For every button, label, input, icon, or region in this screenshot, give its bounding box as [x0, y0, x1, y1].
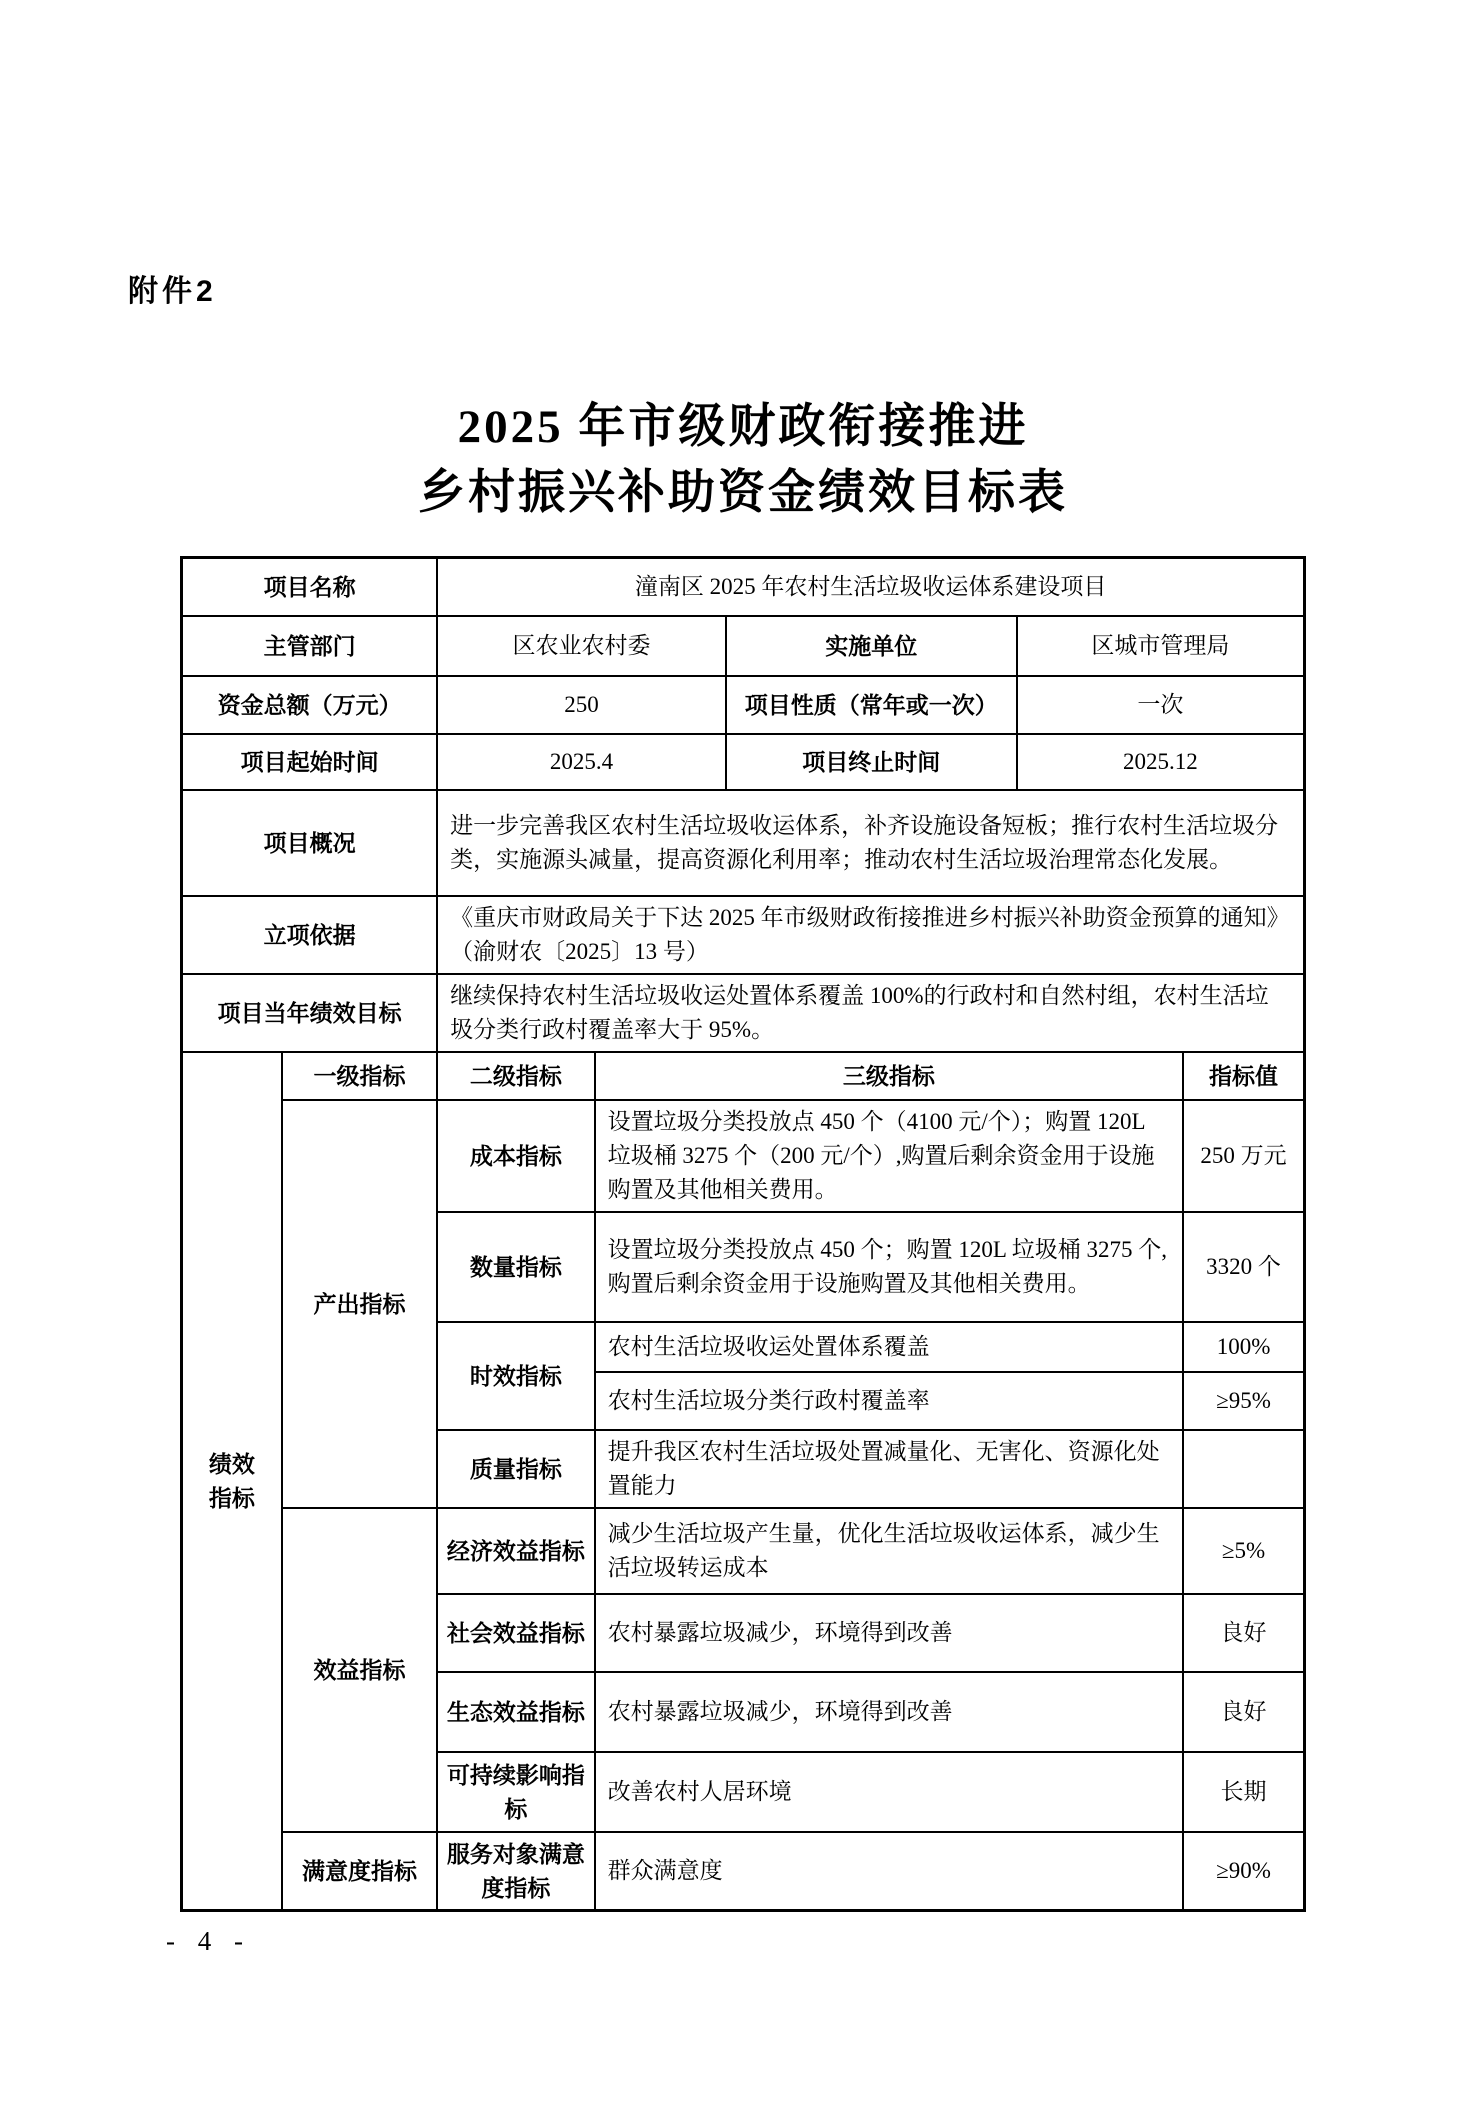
level2-cell: 时效指标 [437, 1322, 594, 1430]
row-basis [182, 896, 1305, 974]
dept-value: 区农业农村委 [437, 616, 726, 676]
value-cell: 长期 [1183, 1752, 1304, 1832]
value-cell: 良好 [1183, 1594, 1304, 1672]
indicator-row-cost [182, 1100, 1305, 1212]
level2-cell: 生态效益指标 [437, 1672, 594, 1752]
level3-cell: 减少生活垃圾产生量，优化生活垃圾收运体系，减少生活垃圾转运成本 [595, 1508, 1184, 1594]
level3-cell: 设置垃圾分类投放点 450 个（4100 元/个）；购置 120L 垃圾桶 3275 个（200 元/个）,购置后剩余资金用于设施购置及其他相关费用。 [595, 1100, 1184, 1212]
document-title [180, 394, 1306, 526]
level3-cell: 农村生活垃圾分类行政村覆盖率 [595, 1372, 1184, 1430]
indicator-row-satisfaction [182, 1832, 1305, 1911]
row-fund [182, 676, 1305, 734]
value-cell: 100% [1183, 1322, 1304, 1372]
project-name-value: 潼南区 2025 年农村生活垃圾收运体系建设项目 [437, 558, 1304, 616]
level1-output: 产出指标 [282, 1100, 437, 1508]
level3-cell: 农村暴露垃圾减少，环境得到改善 [595, 1594, 1184, 1672]
basis-value: 《重庆市财政局关于下达 2025 年市级财政衔接推进乡村振兴补助资金预算的通知》（渝财农〔2025〕13 号） [437, 896, 1304, 974]
level2-cell: 社会效益指标 [437, 1594, 594, 1672]
performance-section-label [182, 1052, 282, 1911]
performance-section-text: 绩效指标 [208, 1450, 255, 1511]
level2-cell: 数量指标 [437, 1212, 594, 1322]
row-overview [182, 790, 1305, 896]
row-project-name [182, 558, 1305, 616]
overview-value: 进一步完善我区农村生活垃圾收运体系，补齐设施设备短板；推行农村生活垃圾分类，实施源头减量，提高资源化利用率；推动农村生活垃圾治理常态化发展。 [437, 790, 1304, 896]
level2-cell: 成本指标 [437, 1100, 594, 1212]
indicator-row-economic [182, 1508, 1305, 1594]
value-cell: ≥5% [1183, 1508, 1304, 1594]
value-cell: ≥90% [1183, 1832, 1304, 1911]
value-cell [1183, 1430, 1304, 1508]
overview-label: 项目概况 [182, 790, 438, 896]
header-level3: 三级指标 [595, 1052, 1184, 1100]
value-cell: 250 万元 [1183, 1100, 1304, 1212]
row-dates [182, 734, 1305, 790]
project-name-label: 项目名称 [182, 558, 438, 616]
annual-goal-label: 项目当年绩效目标 [182, 974, 438, 1052]
fund-value: 250 [437, 676, 726, 734]
level3-cell: 农村生活垃圾收运处置体系覆盖 [595, 1322, 1184, 1372]
header-value: 指标值 [1183, 1052, 1304, 1100]
impl-label: 实施单位 [726, 616, 1017, 676]
annual-goal-value: 继续保持农村生活垃圾收运处置体系覆盖 100%的行政村和自然村组，农村生活垃圾分类行政村覆盖率大于 95%。 [437, 974, 1304, 1052]
end-date-label: 项目终止时间 [726, 734, 1017, 790]
attachment-label: 附件2 [128, 275, 217, 308]
level3-cell: 群众满意度 [595, 1832, 1184, 1911]
page-number: - 4 - [166, 1926, 251, 1956]
nature-label: 项目性质（常年或一次） [726, 676, 1017, 734]
level3-cell: 农村暴露垃圾减少，环境得到改善 [595, 1672, 1184, 1752]
level2-cell: 可持续影响指标 [437, 1752, 594, 1832]
row-annual-goal [182, 974, 1305, 1052]
level2-cell: 服务对象满意度指标 [437, 1832, 594, 1911]
level2-cell: 经济效益指标 [437, 1508, 594, 1594]
indicator-header-row [182, 1052, 1305, 1100]
header-level1: 一级指标 [282, 1052, 437, 1100]
header-level2: 二级指标 [437, 1052, 594, 1100]
level2-cell: 质量指标 [437, 1430, 594, 1508]
title-line-2: 乡村振兴补助资金绩效目标表 [418, 467, 1068, 519]
basis-label: 立项依据 [182, 896, 438, 974]
fund-label: 资金总额（万元） [182, 676, 438, 734]
performance-target-table [180, 556, 1306, 1912]
level1-satisfaction: 满意度指标 [282, 1832, 437, 1911]
level3-cell: 提升我区农村生活垃圾处置减量化、无害化、资源化处置能力 [595, 1430, 1184, 1508]
title-line-1: 2025 年市级财政衔接推进 [457, 401, 1029, 453]
value-cell: ≥95% [1183, 1372, 1304, 1430]
level3-cell: 设置垃圾分类投放点 450 个；购置 120L 垃圾桶 3275 个,购置后剩余资金用于设施购置及其他相关费用。 [595, 1212, 1184, 1322]
nature-value: 一次 [1017, 676, 1305, 734]
start-date-value: 2025.4 [437, 734, 726, 790]
end-date-value: 2025.12 [1017, 734, 1305, 790]
dept-label: 主管部门 [182, 616, 438, 676]
level1-benefit: 效益指标 [282, 1508, 437, 1832]
impl-value: 区城市管理局 [1017, 616, 1305, 676]
start-date-label: 项目起始时间 [182, 734, 438, 790]
value-cell: 3320 个 [1183, 1212, 1304, 1322]
level3-cell: 改善农村人居环境 [595, 1752, 1184, 1832]
row-departments [182, 616, 1305, 676]
value-cell: 良好 [1183, 1672, 1304, 1752]
